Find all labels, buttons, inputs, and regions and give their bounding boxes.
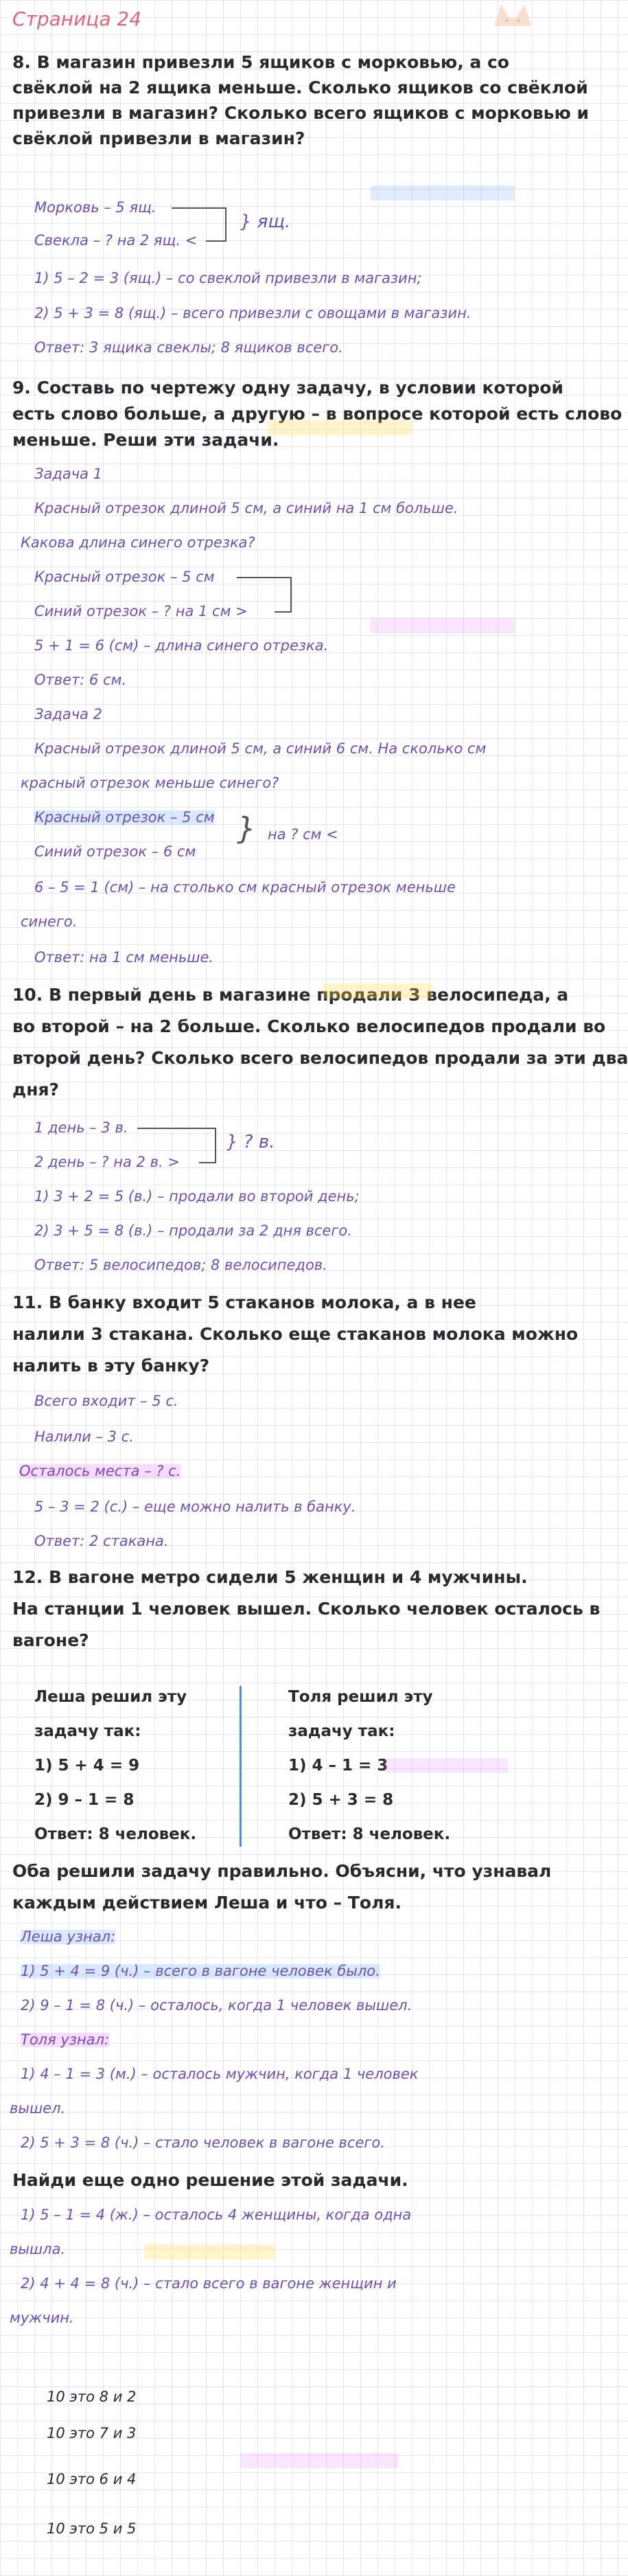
task10-arrow-bottom	[199, 1162, 216, 1163]
lesha-step2: 2) 9 – 1 = 8	[34, 1791, 135, 1809]
task9-problem1-answer: Ответ: 6 см.	[34, 672, 127, 688]
alt-solution-step2: 2) 4 + 4 = 8 (ч.) – стало всего в вагоне женщин и	[21, 2275, 397, 2292]
task9-problem2-step2: синего.	[21, 913, 78, 930]
task8-question-line4: свёклой привезли в магазин?	[12, 128, 305, 148]
task11-question-line2: налили 3 стакана. Сколько еще стаканов молока можно	[12, 1324, 579, 1344]
tolya-found-step1-cont: вышел.	[10, 2100, 66, 2117]
alt-solution-step1: 1) 5 – 1 = 4 (ж.) – осталось 4 женщины, когда одна	[21, 2207, 412, 2223]
task10-arrow-side	[215, 1128, 216, 1162]
task8-short-carrot: Морковь – 5 ящ.	[34, 199, 156, 216]
task10-arrow-top	[137, 1128, 216, 1129]
task12-question-line4: Оба решили задачу правильно. Объясни, что узнавал	[12, 1861, 552, 1881]
task11-question-line3: налить в эту банку?	[12, 1356, 210, 1376]
task9-problem1-title: Задача 1	[34, 466, 103, 482]
number-composition-4: 10 это 5 и 5	[47, 2520, 137, 2537]
task9-question-line3: меньше. Реши эти задачи.	[12, 430, 279, 450]
task10-brace: } ? в.	[226, 1132, 275, 1152]
task12-question-line6: Найди еще одно решение этой задачи.	[12, 2170, 408, 2190]
tolya-step2: 2) 5 + 3 = 8	[288, 1791, 394, 1809]
task9-problem1-text2: Какова длина синего отрезка?	[21, 534, 255, 551]
task9-problem1-step: 5 + 1 = 6 (см) – длина синего отрезка.	[34, 637, 329, 654]
watermark-pink	[371, 618, 515, 633]
fox-logo	[489, 0, 537, 29]
task9-arrow-side	[290, 577, 292, 611]
task9-problem2-brace: }	[237, 811, 256, 846]
task9-problem2-answer: Ответ: на 1 см меньше.	[34, 949, 214, 966]
lesha-step1: 1) 5 + 4 = 9	[34, 1757, 140, 1775]
lesha-heading-line1: Леша решил эту	[34, 1688, 187, 1706]
task9-problem1-text1: Красный отрезок длиной 5 см, а синий на 1 см больше.	[34, 500, 458, 516]
task8-step2: 2) 5 + 3 = 8 (ящ.) – всего привезли с овощами в магазин.	[34, 305, 472, 321]
task11-step: 5 – 3 = 2 (с.) – еще можно налить в банку.	[34, 1498, 356, 1515]
task8-arrow-side	[225, 207, 226, 240]
task12-question-line1: 12. В вагоне метро сидели 5 женщин и 4 мужчины.	[12, 1567, 528, 1587]
lesha-answer: Ответ: 8 человек.	[34, 1825, 197, 1843]
lesha-found-step2: 2) 9 – 1 = 8 (ч.) – осталось, когда 1 человек вышел.	[21, 1997, 412, 2014]
tolya-step1: 1) 4 – 1 = 3	[288, 1757, 388, 1775]
task8-arrow-bottom	[206, 240, 226, 242]
page-title: Страница 24	[12, 8, 142, 30]
tolya-heading-line1: Толя решил эту	[288, 1688, 433, 1706]
task9-problem2-step1: 6 – 5 = 1 (см) – на столько см красный отрезок меньше	[34, 879, 456, 896]
task9-problem2-text2: красный отрезок меньше синего?	[21, 775, 279, 791]
task11-answer: Ответ: 2 стакана.	[34, 1533, 169, 1549]
task9-problem2-text1: Красный отрезок длиной 5 см, а синий 6 см. На сколько см	[34, 740, 487, 757]
task10-question-line3: второй день? Сколько всего велосипедов продали за эти два	[12, 1048, 628, 1068]
task9-arrow-bottom	[275, 611, 292, 613]
task12-question-line2: На станции 1 человек вышел. Сколько человек осталось в	[12, 1599, 601, 1619]
task9-arrow-top	[237, 577, 292, 578]
number-composition-3: 10 это 6 и 4	[47, 2471, 137, 2487]
watermark-pink	[240, 2453, 398, 2468]
watermark-blue	[371, 185, 515, 201]
task9-problem2-short1: Красный отрезок – 5 см	[34, 809, 215, 825]
task11-short-poured: Налили – 3 с.	[34, 1428, 134, 1445]
task9-question-line1: 9. Составь по чертежу одну задачу, в условии которой	[12, 378, 563, 398]
column-divider	[240, 1686, 242, 1847]
watermark-yellow	[144, 2244, 275, 2259]
task8-question-line1: 8. В магазин привезли 5 ящиков с морковью, а со	[12, 52, 509, 72]
task9-problem1-short2: Синий отрезок – ? на 1 см >	[34, 603, 248, 619]
task9-question-line2: есть слово больше, а другую – в вопросе которой есть слово	[12, 404, 623, 424]
task9-problem2-title: Задача 2	[34, 706, 103, 722]
task12-question-line3: вагоне?	[12, 1630, 89, 1650]
tolya-found-step1: 1) 4 – 1 = 3 (м.) – осталось мужчин, когда 1 человек	[21, 2066, 419, 2082]
number-composition-2: 10 это 7 и 3	[47, 2425, 137, 2441]
task8-short-beet: Свекла – ? на 2 ящ. <	[34, 232, 198, 249]
tolya-found-label: Толя узнал:	[21, 2031, 110, 2048]
task11-short-total: Всего входит – 5 с.	[34, 1393, 178, 1409]
task11-question-line1: 11. В банку входит 5 стаканов молока, а в нее	[12, 1292, 476, 1312]
alt-solution-step1-cont: вышла.	[10, 2241, 66, 2257]
task9-problem1-short1: Красный отрезок – 5 см	[34, 569, 215, 585]
task10-step2: 2) 3 + 5 = 8 (в.) – продали за 2 дня всего.	[34, 1222, 352, 1239]
task12-question-line5: каждым действием Леша и что – Толя.	[12, 1893, 402, 1913]
task8-answer: Ответ: 3 ящика свеклы; 8 ящиков всего.	[34, 339, 343, 356]
task10-question-line4: дня?	[12, 1080, 60, 1099]
task10-short-day2: 2 день – ? на 2 в. >	[34, 1154, 180, 1170]
number-composition-1: 10 это 8 и 2	[47, 2389, 137, 2405]
watermark-yellow	[323, 983, 432, 999]
task10-question-line1: 10. В первый день в магазине продали 3 велосипеда, а	[12, 985, 569, 1005]
task10-question-line2: во второй – на 2 больше. Сколько велосипедов продали во	[12, 1016, 606, 1036]
task11-short-left: Осталось места – ? с.	[19, 1463, 181, 1479]
task10-step1: 1) 3 + 2 = 5 (в.) – продали во второй день;	[34, 1188, 360, 1205]
task8-question-line2: свёклой на 2 ящика меньше. Сколько ящиков со свёклой	[12, 78, 588, 98]
tolya-found-step2: 2) 5 + 3 = 8 (ч.) – стало человек в вагоне всего.	[21, 2134, 385, 2151]
task10-answer: Ответ: 5 велосипедов; 8 велосипедов.	[34, 1257, 327, 1273]
lesha-found-label: Леша узнал:	[21, 1928, 116, 1945]
task9-problem2-brace-label: на ? см <	[268, 826, 338, 843]
task10-short-day1: 1 день – 3 в.	[34, 1119, 128, 1136]
task8-arrow-top	[172, 207, 226, 209]
task8-brace: } ящ.	[240, 212, 291, 232]
task9-problem2-short2: Синий отрезок – 6 см	[34, 843, 196, 860]
lesha-heading-line2: задачу так:	[34, 1722, 141, 1740]
watermark-yellow	[268, 420, 412, 435]
lesha-found-step1: 1) 5 + 4 = 9 (ч.) – всего в вагоне человек было.	[21, 1963, 380, 1979]
alt-solution-step2-cont: мужчин.	[10, 2310, 74, 2326]
task8-question-line3: привезли в магазин? Сколько всего ящиков с морковью и	[12, 103, 589, 123]
tolya-heading-line2: задачу так:	[288, 1722, 395, 1740]
tolya-answer: Ответ: 8 человек.	[288, 1825, 451, 1843]
task8-step1: 1) 5 – 2 = 3 (ящ.) – со свеклой привезли в магазин;	[34, 270, 422, 286]
watermark-pink	[384, 1758, 508, 1773]
